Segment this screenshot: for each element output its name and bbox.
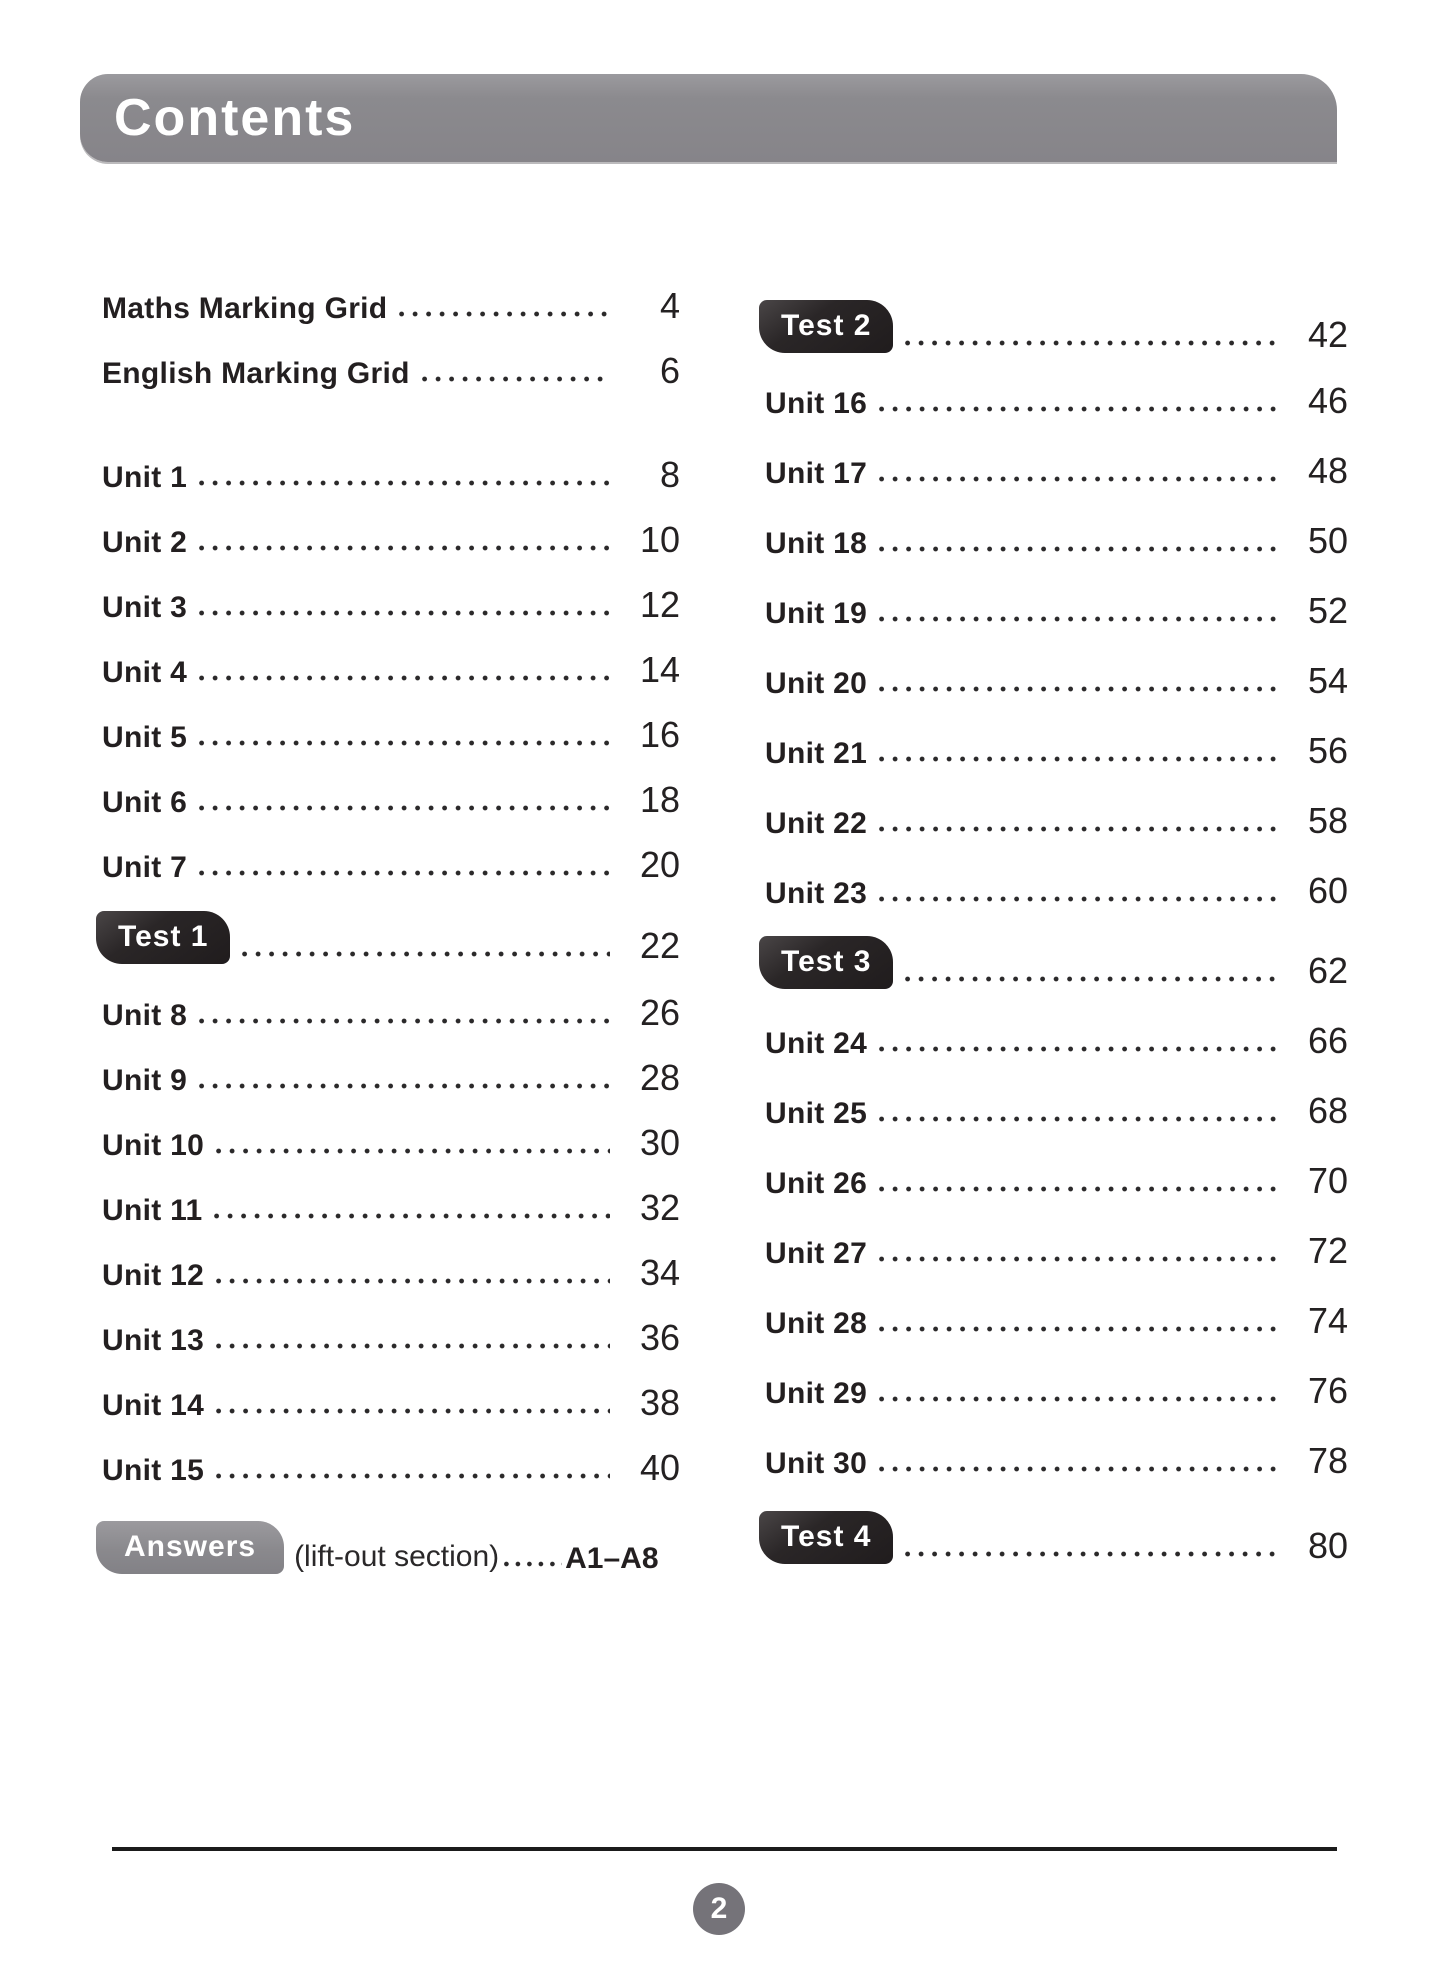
toc-page-number: 68 <box>1307 1090 1348 1131</box>
toc-row <box>92 1356 680 1421</box>
dotted-leader <box>879 826 1278 832</box>
toc-row <box>755 1269 1348 1339</box>
toc-entry-label: Unit 15 <box>102 1453 205 1487</box>
dotted-leader <box>905 976 1278 982</box>
toc-page-number: 34 <box>639 1252 680 1293</box>
dotted-leader-short <box>504 1561 562 1567</box>
toc-entry-label: Unit 5 <box>102 720 188 754</box>
toc-entry-label: Unit 11 <box>102 1193 203 1227</box>
dotted-leader <box>879 756 1278 762</box>
toc-page-number: 76 <box>1307 1370 1348 1411</box>
toc-page-number: 66 <box>1307 1020 1348 1061</box>
toc-entry-label: Unit 8 <box>102 998 188 1032</box>
dotted-leader <box>242 951 610 957</box>
page-number: 2 <box>710 1892 728 1925</box>
toc-page-number: 18 <box>639 779 680 820</box>
dotted-leader <box>879 686 1278 692</box>
test-badge: Test 2 <box>759 300 893 353</box>
toc-row-test <box>755 1479 1348 1564</box>
toc-page-number: 54 <box>1307 660 1348 701</box>
toc-row <box>92 688 680 753</box>
toc-row <box>755 989 1348 1059</box>
toc-entry-label: Unit 16 <box>765 386 868 420</box>
toc-page-number: 32 <box>639 1187 680 1228</box>
toc-row <box>755 699 1348 769</box>
dotted-leader <box>399 311 610 317</box>
toc-entry-label: Unit 12 <box>102 1258 205 1292</box>
page-title: Contents <box>114 89 356 147</box>
toc-row <box>755 1409 1348 1479</box>
toc-entry-label: Unit 29 <box>765 1376 868 1410</box>
toc-page-number: 42 <box>1307 314 1348 355</box>
toc-row <box>92 964 680 1031</box>
toc-entry-label: Unit 9 <box>102 1063 188 1097</box>
dotted-leader <box>199 610 610 616</box>
toc-entry-label: Unit 18 <box>765 526 868 560</box>
toc-entry-label: Unit 20 <box>765 666 868 700</box>
dotted-leader <box>199 805 610 811</box>
dotted-leader <box>879 1466 1278 1472</box>
dotted-leader <box>216 1473 610 1479</box>
toc-row <box>92 753 680 818</box>
toc-page-number: 78 <box>1307 1440 1348 1481</box>
toc-entry-label: Unit 22 <box>765 806 868 840</box>
dotted-leader <box>199 480 610 486</box>
toc-page-number: 38 <box>639 1382 680 1423</box>
answers-badge: Answers <box>96 1521 284 1574</box>
toc-page-number: 26 <box>639 992 680 1033</box>
toc-row <box>755 769 1348 839</box>
toc-row <box>755 489 1348 559</box>
toc-row <box>755 629 1348 699</box>
toc-page-number: 50 <box>1307 520 1348 561</box>
toc-entry-label: Unit 24 <box>765 1026 868 1060</box>
toc-page-number: 80 <box>1307 1525 1348 1566</box>
toc-page-number: 28 <box>639 1057 680 1098</box>
dotted-leader <box>199 1018 610 1024</box>
toc-row <box>92 259 680 324</box>
dotted-leader <box>216 1408 610 1414</box>
toc-row <box>92 558 680 623</box>
dotted-leader <box>216 1148 610 1154</box>
toc-row <box>92 1031 680 1096</box>
toc-page-number: 12 <box>639 584 680 625</box>
toc-row <box>92 1291 680 1356</box>
toc-entry-label: Unit 3 <box>102 590 188 624</box>
toc-row <box>755 1339 1348 1409</box>
toc-page-number: 56 <box>1307 730 1348 771</box>
toc-entry-label: Unit 28 <box>765 1306 868 1340</box>
toc-entry-label: Unit 26 <box>765 1166 868 1200</box>
toc-entry-label: Unit 10 <box>102 1128 205 1162</box>
toc-row-test <box>755 909 1348 989</box>
toc-page-number: 16 <box>639 714 680 755</box>
toc-page-number: 74 <box>1307 1300 1348 1341</box>
toc-page-number: 20 <box>639 844 680 885</box>
dotted-leader <box>422 376 610 382</box>
toc-row-test <box>755 259 1348 353</box>
toc-entry-label: Unit 1 <box>102 460 188 494</box>
toc-entry-label: Unit 17 <box>765 456 868 490</box>
toc-entry-label: Unit 2 <box>102 525 188 559</box>
toc-row <box>92 818 680 883</box>
toc-page-number: 4 <box>659 285 680 326</box>
dotted-leader <box>879 476 1278 482</box>
toc-row <box>92 428 680 493</box>
toc-page-number: 72 <box>1307 1230 1348 1271</box>
toc-row <box>92 1226 680 1291</box>
toc-row <box>755 419 1348 489</box>
test-badge: Test 4 <box>759 1511 893 1564</box>
toc-entry-label: Unit 4 <box>102 655 188 689</box>
toc-row <box>92 1096 680 1161</box>
toc-row-answers <box>92 1486 680 1574</box>
dotted-leader <box>879 1116 1278 1122</box>
toc-page-number: 52 <box>1307 590 1348 631</box>
toc-entry-label: Unit 6 <box>102 785 188 819</box>
toc-entry-label: Unit 25 <box>765 1096 868 1130</box>
toc-row <box>755 559 1348 629</box>
dotted-leader <box>879 1186 1278 1192</box>
dotted-leader <box>905 340 1278 346</box>
footer-rule <box>112 1847 1337 1851</box>
dotted-leader <box>199 740 610 746</box>
toc-page-number: 6 <box>659 350 680 391</box>
dotted-leader <box>879 406 1278 412</box>
toc-row <box>92 493 680 558</box>
toc-entry-label: Unit 7 <box>102 850 188 884</box>
dotted-leader <box>879 1396 1278 1402</box>
test-badge: Test 3 <box>759 936 893 989</box>
toc-row <box>755 1129 1348 1199</box>
toc-row <box>92 324 680 389</box>
toc-entry-label: Unit 14 <box>102 1388 205 1422</box>
toc-page-number: 46 <box>1307 380 1348 421</box>
toc-page-number: 22 <box>639 925 680 966</box>
dotted-leader <box>879 616 1278 622</box>
toc-row <box>92 1161 680 1226</box>
dotted-leader <box>879 1256 1278 1262</box>
answers-note: (lift-out section) <box>294 1539 500 1573</box>
toc-row <box>755 839 1348 909</box>
toc-entry-label: Unit 19 <box>765 596 868 630</box>
dotted-leader <box>199 870 610 876</box>
header-bar <box>80 74 1337 162</box>
toc-page-number: 30 <box>639 1122 680 1163</box>
toc-row <box>755 1199 1348 1269</box>
toc-row <box>755 353 1348 419</box>
dotted-leader <box>214 1213 610 1219</box>
dotted-leader <box>199 675 610 681</box>
dotted-leader <box>905 1551 1278 1557</box>
toc-column-right <box>755 259 1348 1564</box>
toc-page-number: 36 <box>639 1317 680 1358</box>
toc-entry-label: Unit 30 <box>765 1446 868 1480</box>
toc-entry-label: Maths Marking Grid <box>102 291 388 325</box>
answers-page-range: A1–A8 <box>565 1541 659 1575</box>
toc-entry-label: Unit 23 <box>765 876 868 910</box>
page-number-badge <box>693 1883 745 1935</box>
toc-page-number: 62 <box>1307 950 1348 991</box>
toc-row <box>92 623 680 688</box>
toc-page-number: 70 <box>1307 1160 1348 1201</box>
dotted-leader <box>199 545 610 551</box>
dotted-leader <box>879 1046 1278 1052</box>
toc-row <box>755 1059 1348 1129</box>
toc-entry-label: Unit 13 <box>102 1323 205 1357</box>
dotted-leader <box>879 1326 1278 1332</box>
dotted-leader <box>879 546 1278 552</box>
toc-page-number: 48 <box>1307 450 1348 491</box>
toc-entry-label: Unit 27 <box>765 1236 868 1270</box>
toc-page-number: 8 <box>659 454 680 495</box>
toc-row-test <box>92 883 680 964</box>
dotted-leader <box>879 896 1278 902</box>
toc-page-number: 58 <box>1307 800 1348 841</box>
toc-column-left <box>92 259 680 1574</box>
toc-entry-label: Unit 21 <box>765 736 868 770</box>
toc-page-number: 10 <box>639 519 680 560</box>
test-badge: Test 1 <box>96 911 230 964</box>
dotted-leader <box>216 1278 610 1284</box>
dotted-leader <box>216 1343 610 1349</box>
toc-page-number: 14 <box>639 649 680 690</box>
toc-page-number: 60 <box>1307 870 1348 911</box>
toc-entry-label: English Marking Grid <box>102 356 410 390</box>
toc-row <box>92 1421 680 1486</box>
dotted-leader <box>199 1083 610 1089</box>
toc-page-number: 40 <box>639 1447 680 1488</box>
